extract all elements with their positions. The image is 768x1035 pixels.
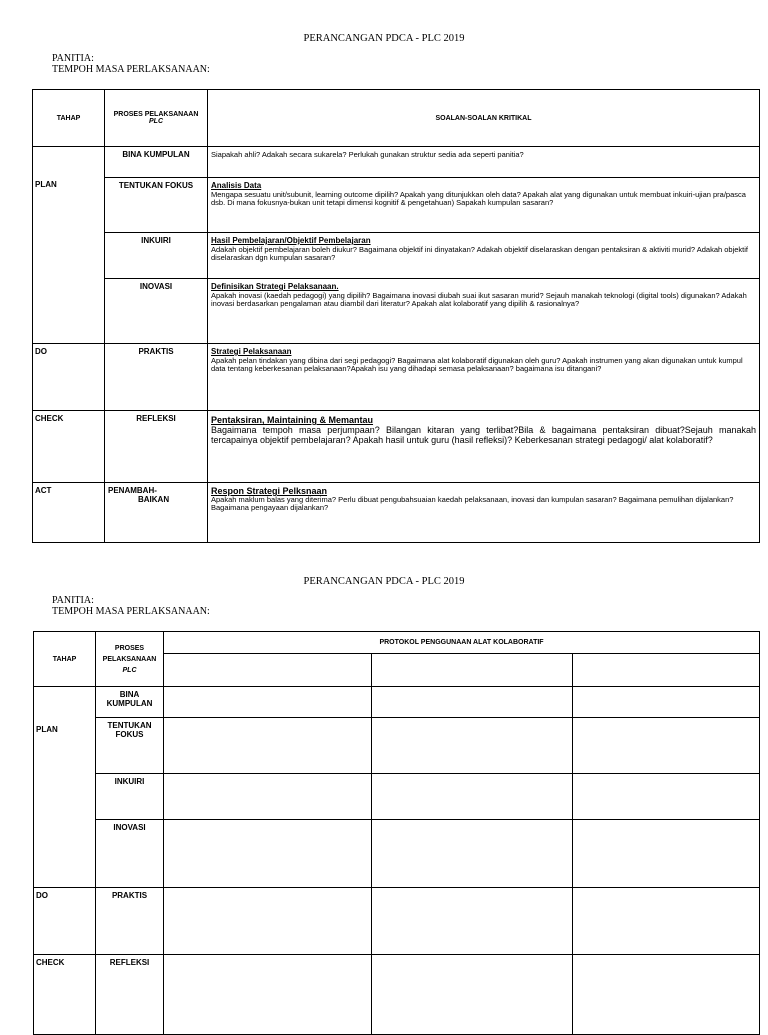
- desc-text: Bagaimana tempoh masa perjumpaan? Bilangan kitaran yang terlibat?Bila & bagaimana pentaksiran dibuat?Sejauh manakah tercapainya objektif pembelajaran? Apakah hasil untuk guru (hasil refleksi)? Keberkesanan strategi pedagogi/ alat kolaboratif?: [211, 425, 756, 446]
- tempoh-label-2: TEMPOH MASA PERLAKSANAAN:: [52, 606, 210, 617]
- header-soalan: SOALAN-SOALAN KRITIKAL: [208, 90, 760, 147]
- desc-text: Apakah inovasi (kaedah pedagogi) yang dipilih? Bagaimana inovasi diubah suai ikut sasaran murid? Sejauh manakah teknologi (digital tools) digunakan? Adakah inovasi berdasarkan pengalaman atau diambil dari literatur? Apakah alat kolaboratif yang dipilih & rasionalnya?: [211, 290, 747, 309]
- table-row: [34, 888, 760, 955]
- proc-tentukan-fokus: TENTUKAN FOKUS: [105, 178, 208, 233]
- desc-refleksi: [208, 411, 760, 483]
- proc-inovasi: INOVASI: [105, 279, 208, 344]
- desc-praktis: [208, 344, 760, 411]
- desc-term: Definisikan Strategi Pelaksanaan.: [211, 282, 339, 291]
- panitia-label-2: PANITIA:: [52, 595, 94, 606]
- stage-check-2: CHECK: [34, 955, 96, 1035]
- desc-text: Siapakah ahli? Adakah secara sukarela? Perlukah gunakan struktur sedia ada seperti panitia?: [211, 150, 524, 159]
- blank-cell: [164, 774, 372, 820]
- header-proses-2: [96, 632, 164, 687]
- panitia-label: PANITIA:: [52, 53, 94, 64]
- table-row: [34, 687, 760, 718]
- table-header-row: [34, 632, 760, 654]
- blank-cell: [372, 820, 573, 888]
- proc-praktis: PRAKTIS: [105, 344, 208, 411]
- blank-cell: [372, 955, 573, 1035]
- header-proses-label-2: PROSES PELAKSANAAN: [102, 644, 157, 663]
- proc-line-1: PENAMBAH-: [108, 486, 157, 495]
- blank-cell: [573, 820, 760, 888]
- stage-plan: PLAN: [33, 147, 105, 344]
- desc-term: Strategi Pelaksanaan: [211, 347, 292, 356]
- table-row: [34, 718, 760, 774]
- header-plc-label: PLC: [149, 118, 163, 125]
- proc-line-2: BAIKAN: [138, 495, 170, 504]
- desc-text: Adakah objektif pembelajaran boleh diukur? Bagaimana objektif ini dinyatakan? Adakah objektif diselaraskan dengan pentaksiran & aktiviti murid? Adakah objektif diselaraskan dgn kumpulan sasaran?: [211, 244, 749, 263]
- blank-cell: [372, 888, 573, 955]
- blank-cell: [372, 774, 573, 820]
- header-plc-label-2: PLC: [122, 666, 137, 674]
- header-tahap-2: TAHAP: [34, 632, 96, 687]
- table-row: [33, 279, 760, 344]
- table-row: [33, 178, 760, 233]
- proc-inkuiri-2: INKUIRI: [96, 774, 164, 820]
- desc-term: Pentaksiran, Maintaining & Memantau: [211, 415, 374, 425]
- table-row: [33, 411, 760, 483]
- doc-title-2: PERANCANGAN PDCA - PLC 2019: [303, 576, 465, 587]
- desc-term: Hasil Pembelajaran/Objektif Pembelajaran: [211, 236, 371, 245]
- blank-cell: [573, 955, 760, 1035]
- protocol-table: [33, 631, 760, 1035]
- blank-cell: [164, 687, 372, 718]
- desc-penambahbaikan: [208, 483, 760, 543]
- desc-term: Analisis Data: [211, 181, 262, 190]
- stage-plan-2: PLAN: [34, 687, 96, 888]
- blank-cell: [573, 718, 760, 774]
- proc-refleksi: REFLEKSI: [105, 411, 208, 483]
- table-row: [33, 147, 760, 178]
- table-row: [33, 344, 760, 411]
- desc-bina-kumpulan: [208, 147, 760, 178]
- header-proses-label: PROSES PELAKSANAAN: [113, 111, 199, 118]
- proc-inkuiri: INKUIRI: [105, 233, 208, 279]
- table-row: [34, 774, 760, 820]
- desc-inovasi: [208, 279, 760, 344]
- stage-do-2: DO: [34, 888, 96, 955]
- header-protokol: PROTOKOL PENGGUNAAN ALAT KOLABORATIF: [164, 632, 760, 654]
- blank-cell: [164, 820, 372, 888]
- blank-cell: [573, 687, 760, 718]
- table-header-row: [33, 90, 760, 147]
- stage-do: DO: [33, 344, 105, 411]
- header-tahap: TAHAP: [33, 90, 105, 147]
- desc-text: Apakah pelan tindakan yang dibina dari segi pedagogi? Bagaimana alat kolaboratif digunakan oleh guru? Apakah instrumen yang akan digunakan untuk kumpul data tentang keberkesanan pelaksanaan?Apakah isu yang dihadapi semasa pelaksanaan? bagaimana isu ditangani?: [211, 355, 743, 374]
- blank-cell: [164, 955, 372, 1035]
- blank-cell: [573, 888, 760, 955]
- stage-check: CHECK: [33, 411, 105, 483]
- table-row: [33, 483, 760, 543]
- blank-cell: [164, 654, 372, 687]
- blank-cell: [164, 718, 372, 774]
- pdca-critical-questions-table: [32, 89, 760, 543]
- blank-cell: [573, 774, 760, 820]
- header-proses: [105, 90, 208, 147]
- table-row: [34, 820, 760, 888]
- desc-text: Mengapa sesuatu unit/subunit, learning outcome dipilih? Apakah yang ditunjukkan oleh data? Apakah alat yang digunakan untuk membuat inkuiri-ujian pra/pasca dsb. Di mana fokusnya-bukan unit tetapi dimensi kognitif & pengetahuan) Sapakah kumpulan sasaran?: [211, 189, 746, 208]
- tempoh-label: TEMPOH MASA PERLAKSANAAN:: [52, 64, 210, 75]
- stage-act: ACT: [33, 483, 105, 543]
- doc-title: PERANCANGAN PDCA - PLC 2019: [303, 33, 465, 44]
- proc-tentukan-fokus-2: TENTUKAN FOKUS: [96, 718, 164, 774]
- proc-bina-kumpulan: BINA KUMPULAN: [105, 147, 208, 178]
- proc-penambahbaikan: [105, 483, 208, 543]
- desc-term: Respon Strategi Pelksnaan: [211, 486, 328, 496]
- proc-refleksi-2: REFLEKSI: [96, 955, 164, 1035]
- table-row: [34, 955, 760, 1035]
- proc-bina-kumpulan-2: BINA KUMPULAN: [96, 687, 164, 718]
- proc-inovasi-2: INOVASI: [96, 820, 164, 888]
- blank-cell: [372, 687, 573, 718]
- blank-cell: [372, 718, 573, 774]
- desc-inkuiri: [208, 233, 760, 279]
- desc-text: Apakah maklum balas yang diterima? Perlu dibuat pengubahsuaian kaedah pelaksanaan, inovasi dan kumpulan sasaran? Bagaimana pemulihan dijalankan?Bagaimana pengayaan dijalankan?: [211, 494, 734, 513]
- proc-praktis-2: PRAKTIS: [96, 888, 164, 955]
- blank-cell: [164, 888, 372, 955]
- blank-cell: [573, 654, 760, 687]
- blank-cell: [372, 654, 573, 687]
- table-row: [33, 233, 760, 279]
- desc-tentukan-fokus: [208, 178, 760, 233]
